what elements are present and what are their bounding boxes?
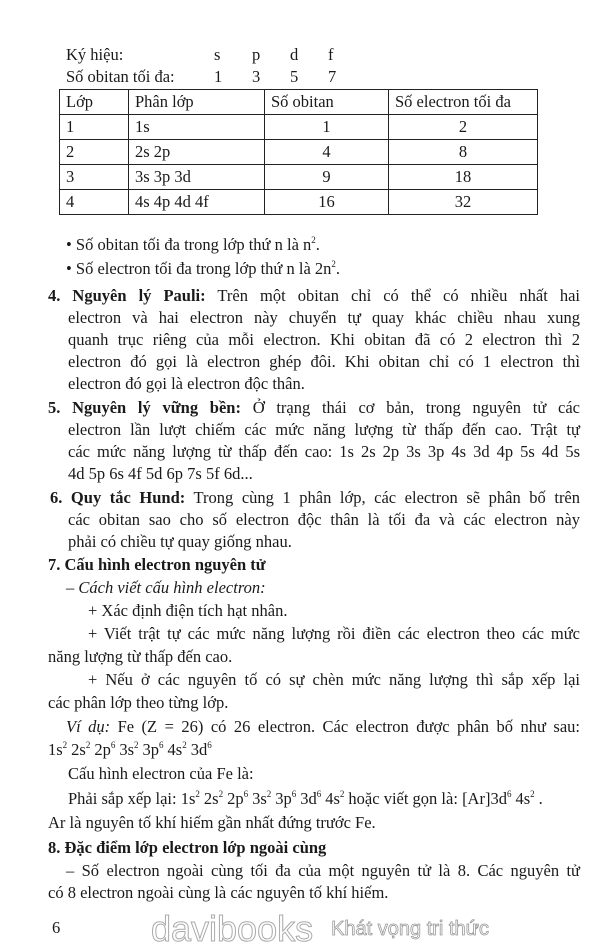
section-title: 8. Đặc điểm lớp electron lớp ngoài cùng <box>48 838 327 857</box>
electron-count: 6 <box>207 740 212 750</box>
cell: 2 <box>389 115 538 140</box>
cell: 4 <box>265 140 389 165</box>
electron-count: 2 <box>62 740 68 750</box>
bullet-item <box>66 259 340 279</box>
subshell: 4s <box>515 789 531 808</box>
orbital-term <box>191 740 212 759</box>
subshell: 3d <box>490 789 507 808</box>
orbital-term <box>94 740 115 759</box>
electron-count: 6 <box>110 740 116 750</box>
orbital-term <box>275 789 296 808</box>
electron-count: 2 <box>195 789 200 799</box>
page-number: 6 <box>52 918 61 937</box>
step: + Nếu ở các nguyên tố có sự chèn mức năng lượng thì sắp xếp lại <box>88 670 580 689</box>
bullet-item <box>66 235 320 255</box>
table-row <box>60 115 538 140</box>
electron-count: 2 <box>218 789 224 799</box>
electron-count: 2 <box>182 740 187 750</box>
short-config <box>490 789 538 808</box>
subshell: 3s <box>252 789 267 808</box>
text: hoặc viết gọn là: <box>348 789 463 808</box>
orbital-term <box>325 789 344 808</box>
electron-count: 6 <box>291 789 297 799</box>
text-line: có 8 electron ngoài cùng là các nguyên tố khí hiếm. <box>48 883 389 902</box>
text-line: 4d 5p 6s 4f 5d 6p 7s 5f 6d... <box>68 464 253 483</box>
cell: 32 <box>389 190 538 215</box>
hund-paragraph <box>50 488 580 508</box>
text-line: quanh trục riêng của mỗi electron. Khi obitan đã có 2 electron thì 2 <box>68 330 580 349</box>
orbital-count: 3 <box>252 67 261 86</box>
cell: 1 <box>265 115 389 140</box>
text-line: electron đó gọi là electron độc thân. <box>68 374 305 393</box>
section-title: 6. Quy tắc Hund: <box>50 488 186 507</box>
symbol: f <box>328 45 334 64</box>
example-line <box>66 717 580 737</box>
table-row <box>60 140 538 165</box>
subshell: 1s <box>48 740 63 759</box>
rearranged-line <box>68 789 543 809</box>
orbital-term <box>181 789 200 808</box>
subshell: 4s <box>325 789 340 808</box>
text-line: electron và hai electron này chuyển tự quay khác chiều nhau xung <box>68 308 580 327</box>
header-cell: Lớp <box>60 90 129 115</box>
electron-count: 2 <box>266 789 272 799</box>
orbital-term <box>48 740 67 759</box>
rearranged-config <box>181 789 349 808</box>
text-line: electron đó gọi là electron ghép đôi. Khi obitan chỉ có 1 electron thì <box>68 352 580 371</box>
cell: 4s 4p 4d 4f <box>129 190 265 215</box>
electron-count: 6 <box>159 740 164 750</box>
cell: 1s <box>129 115 265 140</box>
subshell: 3p <box>142 740 160 759</box>
superscript: 2 <box>311 235 316 245</box>
cell: 16 <box>265 190 389 215</box>
pauli-paragraph <box>48 286 580 306</box>
orbital-term <box>204 789 223 808</box>
text-line: năng lượng từ thấp đến cao. <box>48 647 233 666</box>
subshell: 3d <box>190 740 208 759</box>
orbital-term <box>168 740 187 759</box>
symbol: p <box>252 45 261 64</box>
header-cell: Số electron tối đa <box>389 90 538 115</box>
orbital-term <box>515 789 534 808</box>
symbols-row <box>66 45 366 65</box>
text-line: các mức năng lượng từ thấp đến cao: 1s 2s 2p 3s 3p 4s 3d 4p 5s 4d 5s <box>68 442 580 461</box>
orbital-term <box>227 789 248 808</box>
section-title: 5. Nguyên lý vững bền: <box>48 398 241 417</box>
text-line: – Số electron ngoài cùng tối đa của một nguyên tử là 8. Các nguyên tử <box>66 861 580 880</box>
electron-count: 2 <box>134 740 139 750</box>
cell: 18 <box>389 165 538 190</box>
subheading: – Cách viết cấu hình electron: <box>66 578 266 597</box>
text-line: Ở trạng thái cơ bản, trong nguyên tử các <box>252 398 580 417</box>
text-line: Trên một obitan chỉ có thể có nhiều nhất hai <box>217 286 580 305</box>
electron-count: 2 <box>85 740 91 750</box>
orbital-term <box>71 740 90 759</box>
max-orbitals-label: Số obitan tối đa: <box>66 67 175 86</box>
text: Phải sắp xếp lại: <box>68 789 181 808</box>
noble-gas-core: [Ar] <box>462 789 491 808</box>
text-line: Trong cùng 1 phân lớp, các electron sẽ phân bố trên <box>193 488 581 507</box>
subshell: 3d <box>300 789 317 808</box>
table-row <box>60 190 538 215</box>
step: + Xác định điện tích hạt nhân. <box>88 601 288 620</box>
cell: 2s 2p <box>129 140 265 165</box>
text-line: Ar là nguyên tố khí hiếm gần nhất đứng trước Fe. <box>48 813 376 832</box>
orbital-count: 1 <box>214 67 223 86</box>
electron-count: 6 <box>316 789 322 799</box>
step: + Viết trật tự các mức năng lượng rồi điền các electron theo các mức <box>88 624 580 643</box>
watermark <box>90 908 550 950</box>
bullet-icon: • <box>66 259 72 278</box>
table-row <box>60 165 538 190</box>
electron-count: 6 <box>243 789 249 799</box>
cell: 9 <box>265 165 389 190</box>
text-line: Cấu hình electron của Fe là: <box>68 764 254 783</box>
punct: . <box>538 789 543 808</box>
example-label: Ví dụ: <box>66 717 111 736</box>
section-title: 4. Nguyên lý Pauli: <box>48 286 206 305</box>
cell: 8 <box>389 140 538 165</box>
shell-table <box>59 89 538 215</box>
watermark-logo: davibooks <box>150 908 314 949</box>
subshell: 4s <box>167 740 183 759</box>
electron-count: 6 <box>506 789 512 799</box>
cell: 1 <box>60 115 129 140</box>
cell: 3s 3p 3d <box>129 165 265 190</box>
orbital-term <box>252 789 271 808</box>
section-title: 7. Cấu hình electron nguyên tử <box>48 555 266 574</box>
text-line: phải có chiều tự quay giống nhau. <box>68 532 292 551</box>
subshell: 2s <box>203 789 219 808</box>
bullet-text: Số electron tối đa trong lớp thứ n là 2n <box>75 259 332 278</box>
punct: . <box>335 259 341 278</box>
electron-count: 2 <box>339 789 345 799</box>
orbital-term <box>300 789 321 808</box>
subshell: 2p <box>94 740 111 759</box>
aufbau-paragraph <box>48 398 580 418</box>
bullet-text: Số obitan tối đa trong lớp thứ n là n <box>75 235 312 254</box>
symbols-label: Ký hiệu: <box>66 45 124 64</box>
watermark-slogan: Khát vọng tri thức <box>331 918 490 940</box>
text-line: electron lần lượt chiếm các mức năng lượng từ thấp đến cao. Trật tự <box>68 420 580 439</box>
subshell: 1s <box>180 789 196 808</box>
text-line: các phân lớp theo từng lớp. <box>48 693 229 712</box>
symbol: d <box>290 45 299 64</box>
subshell: 2p <box>227 789 244 808</box>
subshell: 2s <box>71 740 86 759</box>
text-line: các obitan sao cho số electron độc thân là tối đa và các electron này <box>68 510 580 529</box>
text: Fe (Z = 26) có 26 electron. Các electron được phân bố như sau: <box>110 717 580 736</box>
orbital-term <box>143 740 164 759</box>
header-cell: Phân lớp <box>129 90 265 115</box>
cell: 2 <box>60 140 129 165</box>
electron-count: 2 <box>530 789 535 799</box>
cell: 4 <box>60 190 129 215</box>
bullet-icon: • <box>66 235 72 254</box>
subshell: 3s <box>119 740 135 759</box>
cell: 3 <box>60 165 129 190</box>
superscript: 2 <box>331 259 336 269</box>
max-orbitals-row <box>66 67 366 87</box>
subshell: 3p <box>275 789 292 808</box>
header-cell: Số obitan <box>265 90 389 115</box>
orbital-count: 7 <box>328 67 337 86</box>
table-header-row <box>60 90 538 115</box>
orbital-term <box>490 789 511 808</box>
punct: . <box>315 235 320 254</box>
orbital-count: 5 <box>290 67 299 86</box>
electron-distribution <box>48 740 216 760</box>
symbol: s <box>214 45 221 64</box>
orbital-term <box>119 740 138 759</box>
